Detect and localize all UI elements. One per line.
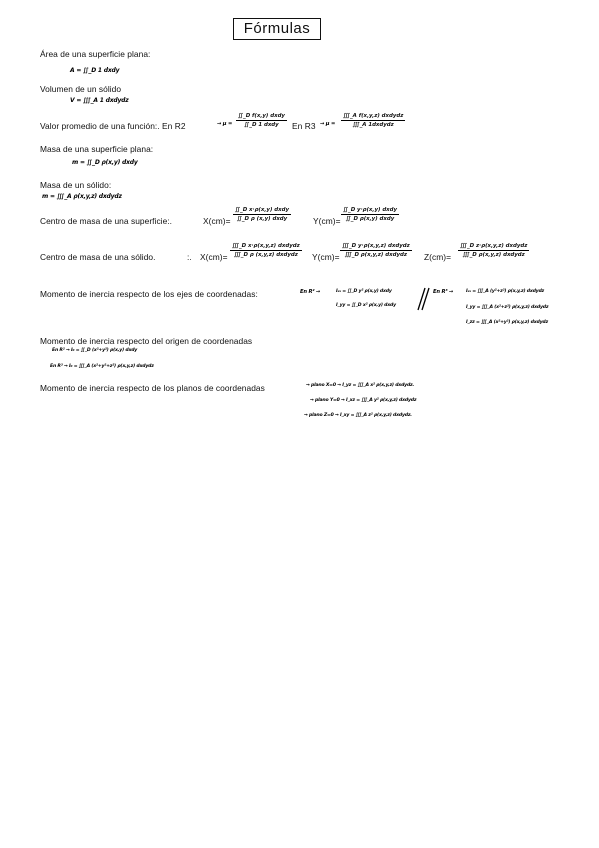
mass-solid-label: Masa de un sólido: xyxy=(40,180,112,190)
inertia-axes-r3-ixx: Iₓₓ = ∭_A (y²+z²) ρ(x,y,z) dxdydz xyxy=(466,289,545,294)
center-solid-y-fraction xyxy=(340,243,412,258)
center-plane-x-numerator: ∬_D x·ρ(x,y) dxdy xyxy=(235,207,289,213)
inertia-axes-r3-izz: I_zz = ∭_A (x²+y²) ρ(x,y,z) dxdydz xyxy=(466,320,548,325)
center-solid-z-numerator: ∭_D z·ρ(x,y,z) dxdydz xyxy=(460,243,528,249)
center-solid-y-label: Y(cm)= xyxy=(312,252,340,262)
inertia-axes-label: Momento de inercia respecto de los ejes de coordenadas: xyxy=(40,289,258,299)
area-formula: A = ∬_D 1 dxdy xyxy=(70,67,120,74)
center-solid-y-denominator: ∭_D ρ(x,y,z) dxdydz xyxy=(344,252,407,258)
fraction-bar xyxy=(230,250,302,251)
page-title: Fórmulas xyxy=(233,18,321,40)
average-r3-fraction xyxy=(341,113,405,128)
center-plane-y-fraction xyxy=(341,207,399,222)
center-solid-label: Centro de masa de una sólido. xyxy=(40,252,156,262)
center-plane-label: Centro de masa de una superficie:. xyxy=(40,216,173,226)
center-solid-x-numerator: ∭_D x·ρ(x,y,z) dxdydz xyxy=(232,243,300,249)
fraction-bar xyxy=(233,214,291,215)
inertia-axes-r2-head: En R² → xyxy=(300,289,321,295)
inertia-axes-r2-ixx: Iₓₓ = ∬_D y² ρ(x,y) dxdy xyxy=(336,289,392,294)
center-plane-y-numerator: ∬_D y·ρ(x,y) dxdy xyxy=(343,207,398,213)
inertia-planes-label: Momento de inercia respecto de los planos de coordenadas xyxy=(40,383,265,393)
inertia-planes-x: → plano X=0 → I_yz = ∭_A x² ρ(x,y,z) dxdydz. xyxy=(306,383,415,388)
inertia-axes-r3-iyy: I_yy = ∭_A (x²+z²) ρ(x,y,z) dxdydz xyxy=(466,305,549,310)
center-plane-y-label: Y(cm)= xyxy=(313,216,341,226)
average-r3-label: En R3 xyxy=(292,121,316,131)
center-solid-x-fraction xyxy=(230,243,302,258)
average-r2-prefix: → μ = xyxy=(217,121,233,127)
inertia-origin-r3: En R³ → I₀ = ∭_A (x²+y²+z²) ρ(x,y,z) dxdydz xyxy=(50,364,154,369)
fraction-bar xyxy=(341,120,405,121)
center-solid-y-numerator: ∭_D y·ρ(x,y,z) dxdydz xyxy=(342,243,410,249)
inertia-axes-r3-head: En R³ → xyxy=(433,289,454,295)
mass-plane-label: Masa de una superficie plana: xyxy=(40,144,154,154)
average-r2-numerator: ∬_D f(x,y) dxdy xyxy=(238,113,285,119)
inertia-origin-label: Momento de inercia respecto del origen de coordenadas xyxy=(40,336,253,346)
inertia-origin-r2: En R² → I₀ = ∬_D (x²+y²) ρ(x,y) dxdy xyxy=(52,348,138,353)
inertia-planes-y: → plano Y=0 → I_xz = ∭_A y² ρ(x,y,z) dxdydz xyxy=(310,398,417,403)
center-plane-y-denominator: ∬_D ρ(x,y) dxdy xyxy=(345,216,395,222)
center-solid-dots: :. xyxy=(187,252,192,262)
mass-plane-formula: m = ∬_D ρ(x,y) dxdy xyxy=(72,159,138,166)
center-solid-x-denominator: ∭_D ρ (x,y,z) dxdydz xyxy=(233,252,298,258)
area-label: Área de una superficie plana: xyxy=(40,49,151,59)
volume-formula: V = ∭_A 1 dxdydz xyxy=(70,97,129,104)
fraction-bar xyxy=(236,120,287,121)
center-solid-x-label: X(cm)= xyxy=(200,252,228,262)
average-r2-fraction xyxy=(236,113,287,128)
average-label: Valor promedio de una función:. En R2 xyxy=(40,121,186,131)
average-r3-prefix: → μ = xyxy=(320,121,336,127)
average-r3-denominator: ∭_A 1dxdydz xyxy=(352,122,394,128)
inertia-axes-r2-iyy: I_yy = ∬_D x² ρ(x,y) dxdy xyxy=(336,303,396,308)
center-plane-x-fraction xyxy=(233,207,291,222)
inertia-planes-z: → plano Z=0 → I_xy = ∭_A z² ρ(x,y,z) dxdydz. xyxy=(304,413,412,418)
center-solid-z-fraction xyxy=(458,243,529,258)
center-plane-x-denominator: ∬_D ρ (x,y) dxdy xyxy=(236,216,288,222)
fraction-bar xyxy=(458,250,529,251)
center-plane-x-label: X(cm)= xyxy=(203,216,231,226)
double-slash-separator xyxy=(416,287,430,311)
mass-solid-formula: m = ∭_A ρ(x,y,z) dxdydz xyxy=(42,193,122,200)
fraction-bar xyxy=(340,250,412,251)
center-solid-z-denominator: ∭_D ρ(x,y,z) dxdydz xyxy=(462,252,525,258)
average-r2-denominator: ∬_D 1 dxdy xyxy=(244,122,279,128)
average-r3-numerator: ∭_A f(x,y,z) dxdydz xyxy=(343,113,404,119)
volume-label: Volumen de un sólido xyxy=(40,84,122,94)
center-solid-z-label: Z(cm)= xyxy=(424,252,452,262)
fraction-bar xyxy=(341,214,399,215)
